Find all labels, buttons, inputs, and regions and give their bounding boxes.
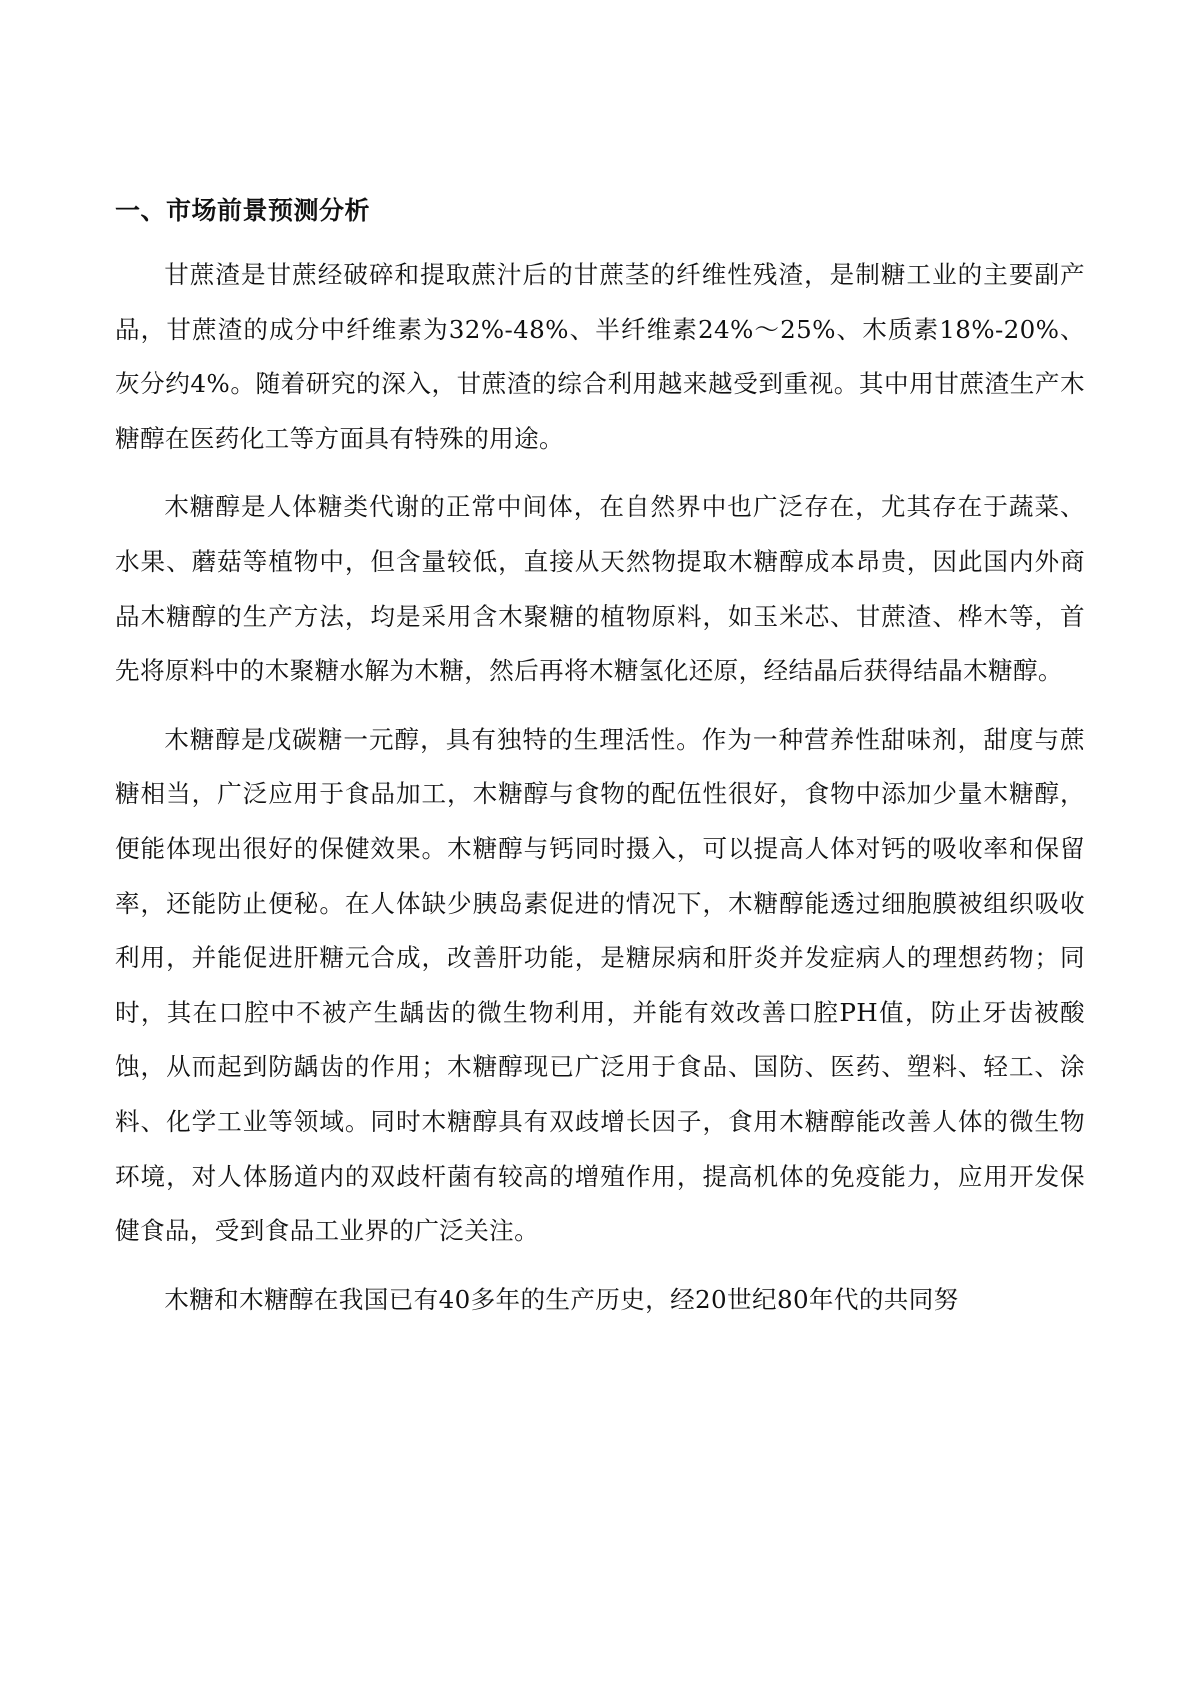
- paragraph-bagasse: 甘蔗渣是甘蔗经破碎和提取蔗汁后的甘蔗茎的纤维性残渣，是制糖工业的主要副产品，甘蔗渣的成分中纤维素为32%-48%、半纤维素24%～25%、木质素18%-20%、灰分约4%。随着研究的深入，甘蔗渣的综合利用越来越受到重视。其中用甘蔗渣生产木糖醇在医药化工等方面具有特殊的用途。: [115, 260, 1085, 453]
- paragraph-xylitol-properties: 木糖醇是戊碳糖一元醇，具有独特的生理活性。作为一种营养性甜味剂，甜度与蔗糖相当，广泛应用于食品加工，木糖醇与食物的配伍性很好，食物中添加少量木糖醇，便能体现出很好的保健效果。木糖醇与钙同时摄入，可以提高人体对钙的吸收率和保留率，还能防止便秘。在人体缺少胰岛素促进的情况下，木糖醇能透过细胞膜被组织吸收利用，并能促进肝糖元合成，改善肝功能，是糖尿病和肝炎并发症病人的理想药物；同时，其在口腔中不被产生龋齿的微生物利用，并能有效改善口腔PH值，防止牙齿被酸蚀，从而起到防龋齿的作用；木糖醇现已广泛用于食品、国防、医药、塑料、轻工、涂料、化学工业等领域。同时木糖醇具有双歧增长因子，食用木糖醇能改善人体的微生物环境，对人体肠道内的双歧杆菌有较高的增殖作用，提高机体的免疫能力，应用开发保健食品，受到食品工业界的广泛关注。: [115, 724, 1085, 1246]
- document-body: [115, 188, 1085, 1341]
- paragraph-xylitol-sources: 木糖醇是人体糖类代谢的正常中间体，在自然界中也广泛存在，尤其存在于蔬菜、水果、蘑菇等植物中，但含量较低，直接从天然物提取木糖醇成本昂贵，因此国内外商品木糖醇的生产方法，均是采用含木聚糖的植物原料，如玉米芯、甘蔗渣、桦木等，首先将原料中的木聚糖水解为木糖，然后再将木糖氢化还原，经结晶后获得结晶木糖醇。: [115, 492, 1085, 686]
- section-heading: 一、市场前景预测分析: [115, 196, 371, 225]
- paragraph-production-history: 木糖和木糖醇在我国已有40多年的生产历史，经20世纪80年代的共同努: [164, 1284, 959, 1314]
